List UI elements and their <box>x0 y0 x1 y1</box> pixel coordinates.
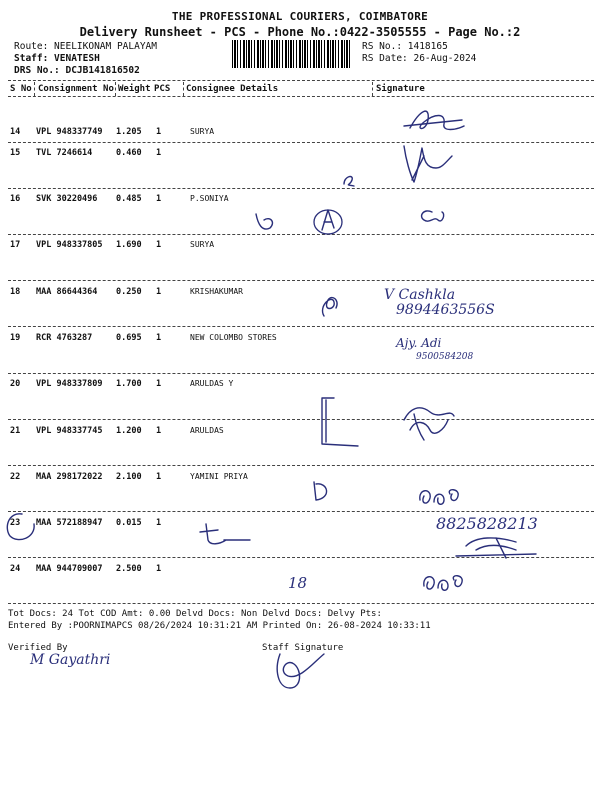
row-pcs: 1 <box>156 194 162 204</box>
rs-date: RS Date: 26-Aug-2024 <box>362 53 477 64</box>
row-sno: 22 <box>10 472 21 482</box>
handwritten-phone-23: 8825828213 <box>436 514 538 533</box>
signature-row-14 <box>400 100 490 140</box>
col-divider <box>115 82 117 96</box>
row-sno: 15 <box>10 148 21 158</box>
rs-number: RS No.: 1418165 <box>362 41 448 52</box>
handwritten-number-24: 18 <box>288 574 308 592</box>
row-sno: 23 <box>10 518 21 528</box>
col-divider <box>372 82 374 96</box>
row-consignment: RCR 4763287 <box>36 333 93 343</box>
col-pcs: PCS <box>154 84 171 94</box>
row-weight: 1.700 <box>116 379 142 389</box>
row-sno: 18 <box>10 287 21 297</box>
row-consignee: SURYA <box>190 127 215 136</box>
col-divider <box>34 82 36 96</box>
col-consignment: Consignment No <box>38 84 114 94</box>
header-top-divider <box>8 80 594 81</box>
row-divider <box>8 465 594 466</box>
row-weight: 1.200 <box>116 426 142 436</box>
row-consignment: VPL 948337745 <box>36 426 103 436</box>
row-pcs: 1 <box>156 472 162 482</box>
row-pcs: 1 <box>156 240 162 250</box>
row-sno: 20 <box>10 379 21 389</box>
row-consignment: VPL 948337809 <box>36 379 103 389</box>
row-weight: 2.500 <box>116 564 142 574</box>
row-weight: 0.015 <box>116 518 142 528</box>
col-divider <box>183 82 185 96</box>
row-pcs: 1 <box>156 518 162 528</box>
row-consignee: NEW COLOMBO STORES <box>190 333 277 342</box>
signature-row-16 <box>248 202 448 238</box>
handwritten-phone-18: 9894463556S <box>396 302 495 318</box>
row-divider <box>8 280 594 281</box>
totals-line: Tot Docs: 24 Tot COD Amt: 0.00 Delvd Docs: Non Delvd Docs: Delvy Pts: <box>8 609 382 619</box>
drs-label: DRS No.: DCJB141816502 <box>14 65 140 76</box>
row-divider <box>8 511 594 512</box>
row-sno: 24 <box>10 564 21 574</box>
row-divider <box>8 142 594 143</box>
row-sno: 14 <box>10 127 21 137</box>
col-consignee: Consignee Details <box>186 84 279 94</box>
col-sno: S No <box>10 84 32 94</box>
mark-row-24 <box>420 570 470 594</box>
row-weight: 1.690 <box>116 240 142 250</box>
row-pcs: 1 <box>156 333 162 343</box>
signature-row-23b <box>416 530 546 560</box>
row-consignment: SVK 30220496 <box>36 194 98 204</box>
verified-by-label: Verified By <box>8 643 68 653</box>
row-weight: 2.100 <box>116 472 142 482</box>
header-bottom-divider <box>8 96 594 97</box>
signature-row-21 <box>400 394 460 444</box>
row-divider <box>8 326 594 327</box>
row-consignment: MAA 298172022 <box>36 472 103 482</box>
row-sno: 19 <box>10 333 21 343</box>
barcode <box>232 40 352 68</box>
row-weight: 0.460 <box>116 148 142 158</box>
row-consignment: MAA 86644364 <box>36 287 98 297</box>
row-pcs: 1 <box>156 426 162 436</box>
row-consignee: YAMINI PRIYA <box>190 472 248 481</box>
handwritten-name-19: Ajy. Adi <box>396 336 442 350</box>
col-signature: Signature <box>376 84 425 94</box>
company-title: THE PROFESSIONAL COURIERS, COIMBATORE <box>171 10 429 23</box>
mark-row-15 <box>340 172 360 188</box>
row-consignee: KRISHAKUMAR <box>190 287 243 296</box>
runsheet-subtitle: Delivery Runsheet - PCS - Phone No.:0422-3505555 - Page No.:2 <box>79 25 521 39</box>
row-consignee: ARULDAS <box>190 426 224 435</box>
row-divider <box>8 373 594 374</box>
signature-row-23 <box>196 520 256 550</box>
row-consignment: MAA 572188947 <box>36 518 103 528</box>
entered-by-line: Entered By :POORNIMAPCS 08/26/2024 10:31:21 AM Printed On: 26-08-2024 10:33:11 <box>8 621 431 631</box>
row-divider <box>8 419 594 420</box>
row-consignment: TVL 7246614 <box>36 148 93 158</box>
row-weight: 0.485 <box>116 194 142 204</box>
row-divider <box>8 603 594 604</box>
row-consignment: VPL 948337805 <box>36 240 103 250</box>
row-sno: 17 <box>10 240 21 250</box>
row-pcs: 1 <box>156 127 162 137</box>
circle-mark-23 <box>2 510 38 544</box>
row-sno: 21 <box>10 426 21 436</box>
row-consignment: VPL 948337749 <box>36 127 103 137</box>
row-consignee: P.SONIYA <box>190 194 229 203</box>
row-weight: 0.695 <box>116 333 142 343</box>
staff-signature-label: Staff Signature <box>262 643 344 653</box>
route-label: Route: NEELIKONAM PALAYAM <box>14 41 157 52</box>
row-pcs: 1 <box>156 148 162 158</box>
mark-row-22b <box>416 484 466 510</box>
staff-signature <box>266 648 336 696</box>
signature-row-15 <box>380 140 460 186</box>
row-consignee: SURYA <box>190 240 215 249</box>
row-pcs: 1 <box>156 287 162 297</box>
row-consignee: ARULDAS Y <box>190 379 234 388</box>
row-sno: 16 <box>10 194 21 204</box>
handwritten-name-18: V Cashkla <box>384 287 456 303</box>
row-consignment: MAA 944709007 <box>36 564 103 574</box>
staff-label: Staff: VENATESH <box>14 53 100 64</box>
handwritten-phone-19: 9500584208 <box>416 352 474 362</box>
row-divider <box>8 188 594 189</box>
row-weight: 1.205 <box>116 127 142 137</box>
col-weight: Weight <box>118 84 151 94</box>
row-pcs: 1 <box>156 564 162 574</box>
verifier-signature: M Gayathri <box>30 652 111 668</box>
row-weight: 0.250 <box>116 287 142 297</box>
row-pcs: 1 <box>156 379 162 389</box>
mark-row-22 <box>306 478 336 504</box>
mark-row-18 <box>314 290 344 320</box>
signature-row-20 <box>316 392 366 454</box>
